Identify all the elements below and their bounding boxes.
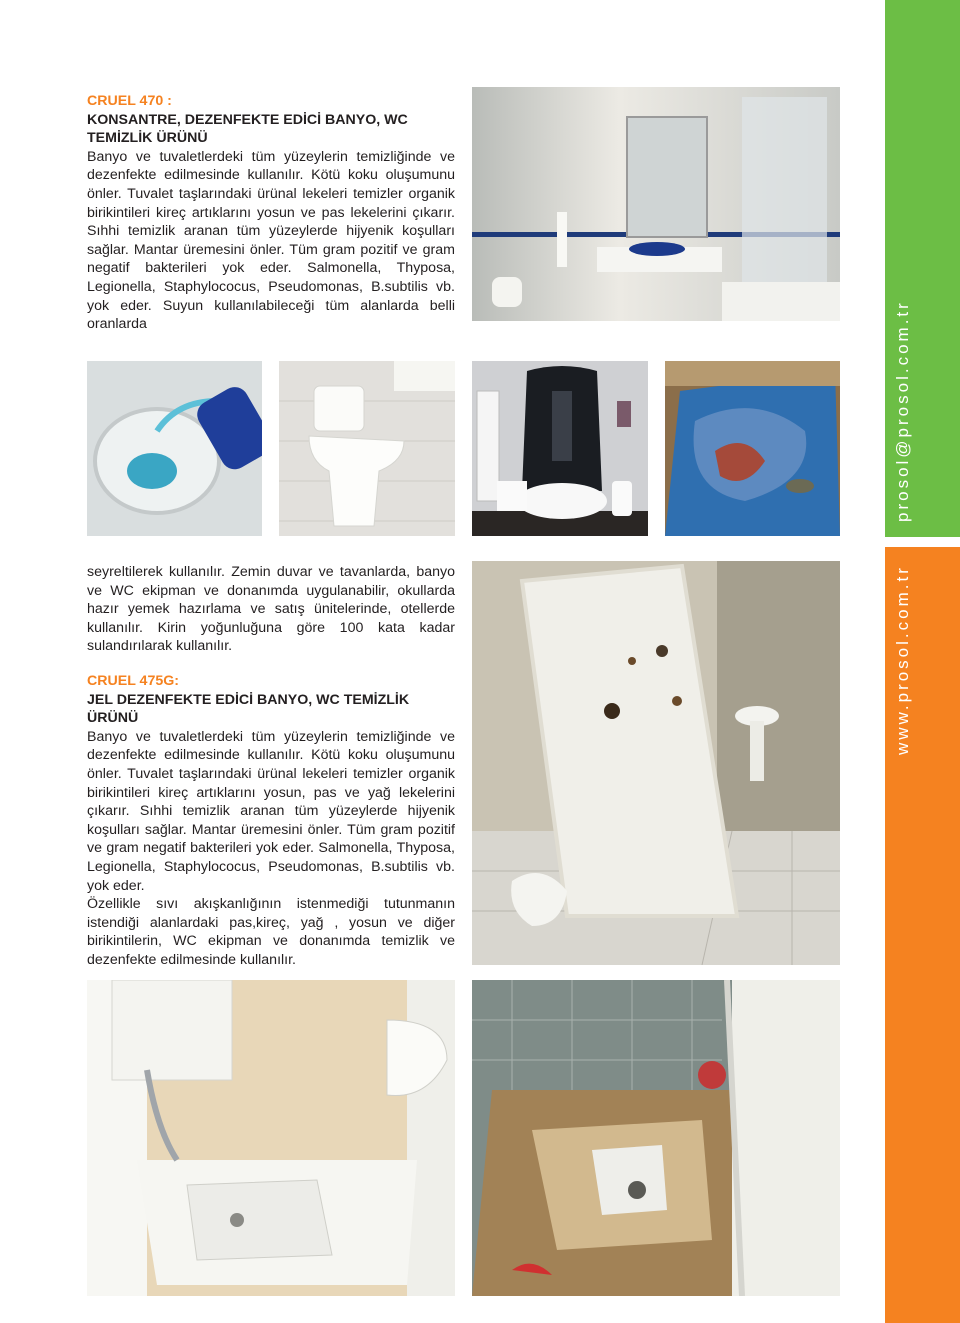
product-475g-title: JEL DEZENFEKTE EDİCİ BANYO, WC TEMİZLİK ÜRÜNÜ <box>87 691 410 727</box>
product-470-title: KONSANTRE, DEZENFEKTE EDİCİ BANYO, WC TEMİZLİK ÜRÜNÜ <box>87 111 408 147</box>
product-475g-code: CRUEL 475G: <box>87 673 179 689</box>
sidebar-website: www.prosol.com.tr <box>893 565 912 755</box>
dirty-squat-toilet-photo <box>472 980 840 1296</box>
dirty-toilet-stall-photo <box>472 561 840 965</box>
product-475g-section <box>87 672 455 970</box>
product-470-section <box>87 92 455 334</box>
mosaic-pool-photo <box>665 361 840 536</box>
product-475g-description: Banyo ve tuvaletlerdeki tüm yüzeylerin temizliğinde ve dezenfekte edilmesinde kullanılır. Kötü koku oluşumunu önler. Tuvalet taşlarındaki ürünal lekeleri temizler organik birikintileri kireç artıklarını yosun, pas ve yağ lekelerini çıkarır. Sıhhi temizlik aranan tüm yüzeylerde hijyenik koşulları sağlar. Mantar üremesini önler. Tüm gram pozitif ve gram negatif bakterileri yok eder. Salmonella, Thyposa, Legionella, Staphylococus, Pseudomonas, B.subtilis vb. yok eder. <box>87 728 455 894</box>
product-470-code: CRUEL 470 : <box>87 93 172 109</box>
toilet-bowl-cleaning-photo <box>87 361 262 536</box>
product-470-continued <box>87 563 455 656</box>
product-475g-description-extra: Özellikle sıvı akışkanlığının istenmediği tutunmanın istendiği alanlardaki pas,kireç, yağ , yosun ve diğer birikintilerin, WC ekipman ve donanımda temizlik ve dezenfekte edilmesinde kullanılır. <box>87 896 455 968</box>
shower-cabin-photo <box>472 361 648 536</box>
product-470-description-continued: seyreltilerek kullanılır. Zemin duvar ve tavanlarda, banyo ve WC ekipman ve donanımda uygulanabilir, okullarda hazır yemek hazırlama ve satış ünitelerinde, otellerde kullanılır. Kirin yoğunluğuna göre 100 kata kadar sulandırılarak kullanılır. <box>87 564 455 655</box>
sidebar-email: prosol@prosol.com.tr <box>893 300 912 522</box>
prefab-toilet-cabin-photo <box>87 980 455 1296</box>
modern-bathroom-photo <box>472 87 840 321</box>
white-toilet-photo <box>279 361 455 536</box>
product-470-description: Banyo ve tuvaletlerdeki tüm yüzeylerin temizliğinde ve dezenfekte edilmesinde kullanılır. Kötü koku oluşumunu önler. Tuvalet taşlarındaki ürünal lekeleri temizler organik birikintileri kireç artıklarını yosun ve pas lekelerini çıkarır. Sıhhi temizlik aranan tüm yüzeylerde hijyenik koşulları sağlar. Mantar üremesini önler. Tüm gram pozitif ve gram negatif bakterileri yok eder. Salmonella, Thyposa, Legionella, Staphylococus, Pseudomonas, B.subtilis vb. yok eder. Suyun kullanılabileceği tüm alanlarda belli oranlarda <box>87 148 455 333</box>
